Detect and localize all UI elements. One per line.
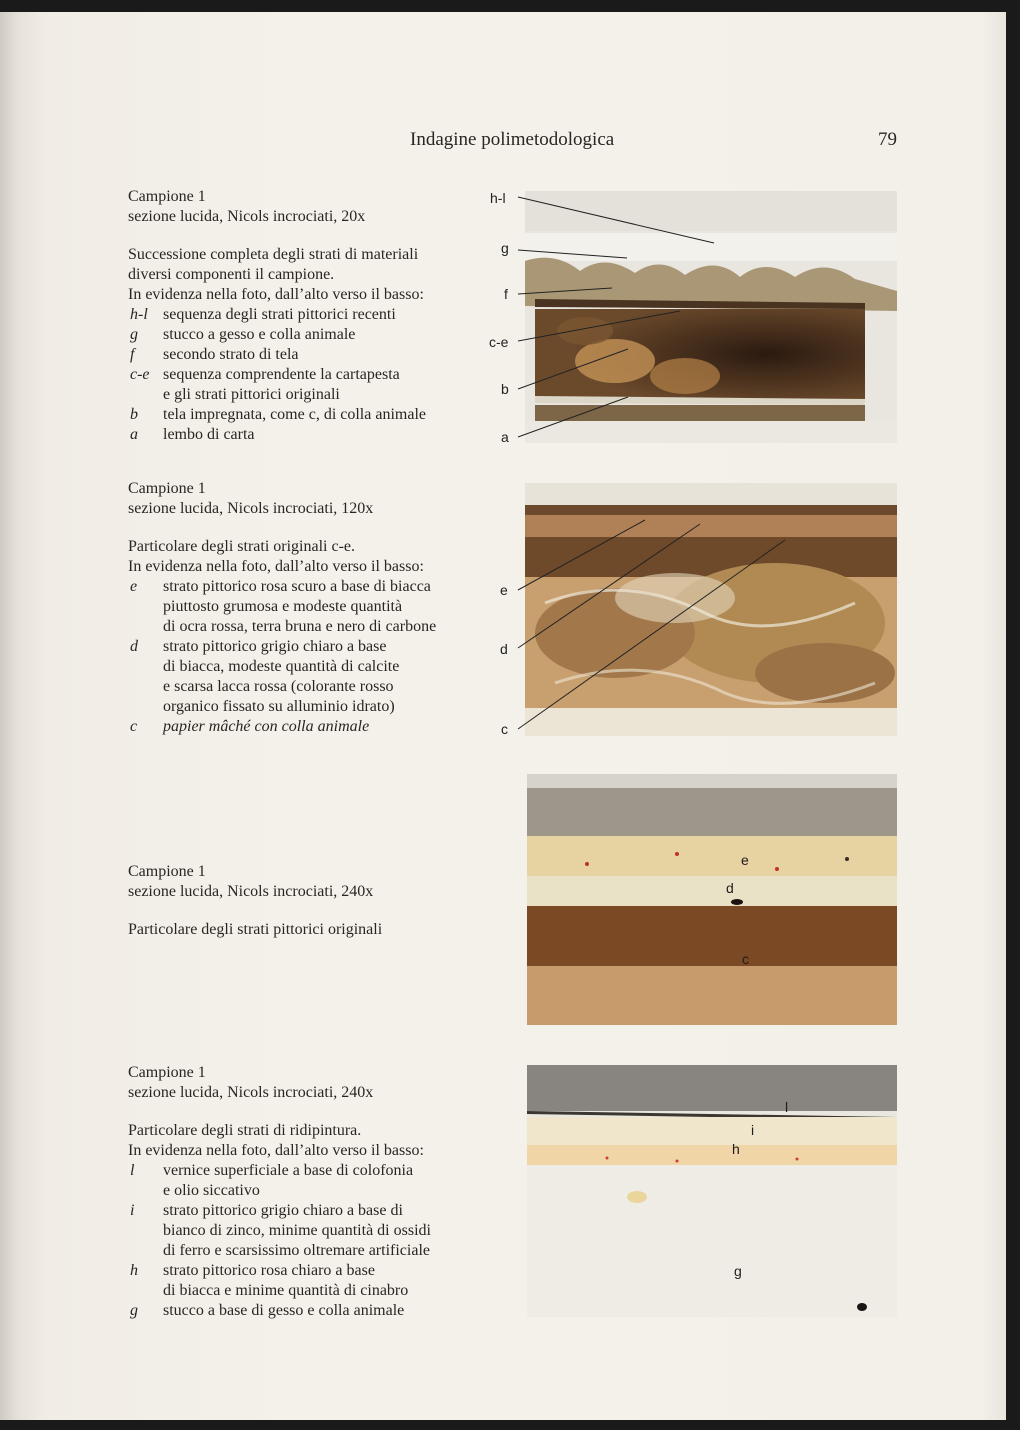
legend-text: stucco a base di gesso e colla animale [163, 1302, 405, 1319]
photo-label: a [501, 429, 509, 445]
caption-subtitle: sezione lucida, Nicols incrociati, 20x [128, 208, 366, 225]
photo-label: e [741, 852, 749, 868]
caption-intro-line: In evidenza nella foto, dall’alto verso il basso: [128, 558, 424, 575]
caption-intro-line: Particolare degli strati di ridipintura. [128, 1122, 362, 1139]
legend-item [128, 577, 436, 637]
caption-title: Campione 1 [128, 1064, 206, 1081]
legend-key: l [130, 1162, 135, 1179]
micrograph-photo-240x-repaint [527, 1065, 897, 1317]
caption-intro-line: In evidenza nella foto, dall’alto verso il basso: [128, 1142, 424, 1159]
legend-text: vernice superficiale a base di colofonia [163, 1162, 414, 1179]
caption-intro-line: In evidenza nella foto, dall’alto verso il basso: [128, 286, 424, 303]
legend-item [128, 1201, 431, 1261]
legend-text: tela impregnata, come c, di colla animale [163, 406, 426, 423]
legend-item [128, 637, 436, 717]
photo-label: f [504, 286, 508, 302]
running-head: Indagine polimetodologica [410, 129, 615, 150]
legend-key: b [130, 406, 138, 423]
micrograph-photo-240x-originals [527, 774, 897, 1025]
legend-key: a [130, 426, 138, 443]
caption-subtitle: sezione lucida, Nicols incrociati, 120x [128, 500, 374, 517]
photo-label: e [500, 582, 508, 598]
legend-text: secondo strato di tela [163, 346, 299, 363]
legend-key: h [130, 1262, 138, 1279]
caption-subtitle: sezione lucida, Nicols incrociati, 240x [128, 1084, 374, 1101]
legend-text: di ferro e scarsissimo oltremare artificiale [163, 1242, 430, 1259]
legend-text: sequenza comprendente la cartapesta [163, 366, 400, 383]
legend-item [128, 405, 426, 425]
legend-item [128, 305, 426, 325]
legend-item [128, 1261, 431, 1301]
legend-item [128, 1301, 431, 1321]
legend-text: e olio siccativo [163, 1182, 260, 1199]
micrograph-photo-120x [525, 483, 897, 736]
legend-text: strato pittorico grigio chiaro a base [163, 638, 387, 655]
legend-text: strato pittorico grigio chiaro a base di [163, 1202, 403, 1219]
caption-intro-line: Particolare degli strati pittorici originali [128, 921, 383, 938]
photo-label: c [501, 721, 508, 737]
photo-label: g [501, 240, 509, 256]
photo-label: b [501, 381, 509, 397]
legend-text: stucco a gesso e colla animale [163, 326, 356, 343]
photo-label: d [500, 641, 508, 657]
legend-item [128, 325, 426, 345]
legend-text: piuttosto grumosa e modeste quantità [163, 598, 403, 615]
caption-title: Campione 1 [128, 188, 206, 205]
legend-text: e gli strati pittorici originali [163, 386, 340, 403]
caption-subtitle: sezione lucida, Nicols incrociati, 240x [128, 883, 374, 900]
caption-block-4 [128, 1063, 431, 1321]
legend-text: organico fissato su alluminio idrato) [163, 698, 395, 715]
legend-text: e scarsa lacca rossa (colorante rosso [163, 678, 394, 695]
photo-label: c [742, 951, 749, 967]
caption-block-1 [128, 187, 426, 445]
caption-block-3 [128, 862, 382, 940]
caption-intro-line: Particolare degli strati originali c-e. [128, 538, 356, 555]
caption-title: Campione 1 [128, 863, 206, 880]
photo-label: h [732, 1141, 740, 1157]
legend-item [128, 425, 426, 445]
photo-label: i [751, 1122, 755, 1138]
legend-key: g [130, 326, 138, 343]
caption-intro-line: diversi componenti il campione. [128, 266, 335, 283]
legend-key: e [130, 578, 138, 595]
photo-label: g [734, 1263, 742, 1279]
legend-key: d [130, 638, 138, 655]
legend-text: di biacca e minime quantità di cinabro [163, 1282, 409, 1299]
photo-label: d [726, 880, 734, 896]
legend-item [128, 365, 426, 405]
caption-title: Campione 1 [128, 480, 206, 497]
legend-key: f [130, 346, 135, 363]
caption-block-2 [128, 479, 436, 737]
photo-label: l [785, 1099, 789, 1115]
photo-label: c-e [489, 334, 509, 350]
legend-item [128, 1161, 431, 1201]
legend-key: c [130, 718, 138, 735]
legend-text: di biacca, modeste quantità di calcite [163, 658, 400, 675]
legend-text: bianco di zinco, minime quantità di ossidi [163, 1222, 431, 1239]
legend-text: strato pittorico rosa scuro a base di biacca [163, 578, 431, 595]
legend-text: strato pittorico rosa chiaro a base [163, 1262, 375, 1279]
photo-label: h-l [490, 190, 506, 206]
page-number: 79 [878, 129, 897, 150]
legend-key: c-e [130, 366, 150, 383]
legend-key: i [130, 1202, 135, 1219]
legend-text: lembo di carta [163, 426, 255, 443]
legend-text: di ocra rossa, terra bruna e nero di carbone [163, 618, 437, 635]
micrograph-photo-20x [525, 191, 897, 443]
caption-intro-line: Successione completa degli strati di materiali [128, 246, 419, 263]
legend-text: sequenza degli strati pittorici recenti [163, 306, 396, 323]
legend-item [128, 717, 436, 737]
legend-key: h-l [130, 306, 148, 323]
legend-key: g [130, 1302, 138, 1319]
legend-text: papier mâché con colla animale [163, 718, 370, 735]
legend-item [128, 345, 426, 365]
